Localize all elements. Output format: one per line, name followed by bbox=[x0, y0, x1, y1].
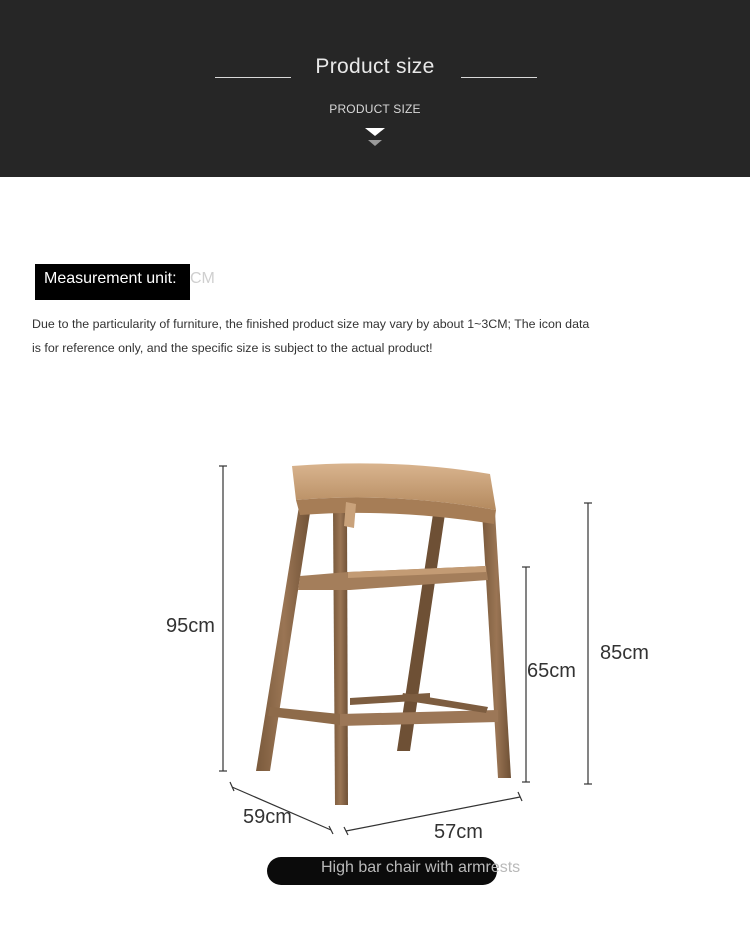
header-banner bbox=[0, 0, 750, 177]
bar-chair bbox=[256, 463, 511, 805]
dimension-seat-height-label: 65cm bbox=[527, 660, 576, 682]
down-arrows-icon bbox=[365, 126, 385, 150]
dimension-lines bbox=[219, 466, 592, 835]
product-caption: High bar chair with armrests bbox=[321, 859, 521, 876]
title-rule-right bbox=[461, 77, 537, 78]
section-subtitle: PRODUCT SIZE bbox=[329, 102, 421, 116]
size-notice: Due to the particularity of furniture, the finished product size may vary by about 1~3CM; The icon data is for reference only, and the specific size is subject to the actual product! bbox=[32, 317, 590, 355]
dimension-width-label: 57cm bbox=[434, 821, 483, 843]
dimension-height-label: 95cm bbox=[166, 615, 215, 637]
dimension-back-height-label: 85cm bbox=[600, 642, 649, 664]
section-title: Product size bbox=[315, 55, 435, 78]
dimension-depth-label: 59cm bbox=[243, 806, 292, 828]
measurement-unit-value: CM bbox=[190, 270, 215, 287]
measurement-unit-label: Measurement unit: bbox=[44, 270, 177, 287]
